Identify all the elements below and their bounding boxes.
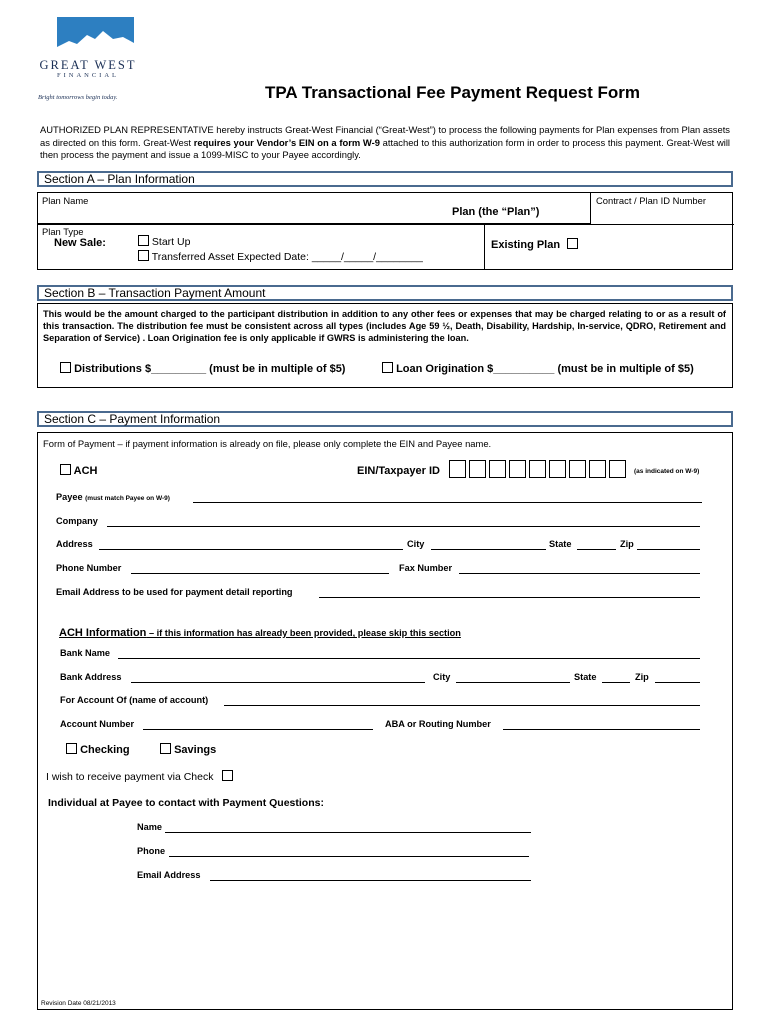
intro-text-1: AUTHORIZED PLAN REPRESENTATIVE hereby instructs Great-West Financial (“Great-West”) to process the following payments for Plan expenses from Plan assets as directed on this form. Great-West bbox=[40, 124, 730, 148]
aba-input[interactable] bbox=[503, 729, 700, 730]
zip-label: Zip bbox=[620, 539, 634, 549]
contact-email-label: Email Address bbox=[137, 870, 201, 880]
bank-name-input[interactable] bbox=[118, 658, 700, 659]
plan-name-field[interactable] bbox=[38, 193, 591, 224]
start-up-checkbox[interactable] bbox=[138, 235, 149, 246]
company-input[interactable] bbox=[107, 526, 700, 527]
section-b-box bbox=[37, 303, 733, 388]
checking-label: Checking bbox=[80, 744, 130, 756]
contact-phone-label: Phone bbox=[137, 846, 166, 856]
section-b-note: This would be the amount charged to the participant distribution in addition to any other fees or expenses that may be charged relating to or as a result of this transaction. The distribution fee must be consistent across all types (includes Age 59 ½, Death, Disability, Hardship, In-service, QDRO, Retirement and Separation of Service) . Loan Origination fee is only applicable if GWRS is administering the loan. bbox=[43, 309, 726, 343]
check-preference-checkbox[interactable] bbox=[222, 770, 233, 781]
ein-label: EIN/Taxpayer ID bbox=[357, 465, 440, 477]
start-up-label: Start Up bbox=[151, 236, 191, 248]
account-number-input[interactable] bbox=[143, 729, 373, 730]
ach-label: ACH bbox=[73, 465, 98, 477]
existing-plan-option[interactable] bbox=[491, 238, 578, 251]
fax-input[interactable] bbox=[459, 573, 700, 574]
address-label: Address bbox=[56, 539, 93, 549]
contact-email-input[interactable] bbox=[210, 880, 531, 881]
transferred-checkbox[interactable] bbox=[138, 250, 149, 261]
phone-input[interactable] bbox=[131, 573, 389, 574]
bank-address-label: Bank Address bbox=[60, 672, 122, 682]
contact-name-label: Name bbox=[137, 822, 163, 832]
check-preference-label: I wish to receive payment via Check bbox=[46, 771, 214, 783]
bank-city-input[interactable] bbox=[456, 682, 570, 683]
ach-info-heading bbox=[59, 623, 461, 641]
ach-option[interactable] bbox=[60, 464, 98, 477]
existing-plan-cell bbox=[484, 224, 734, 270]
logo-wordmark: GREAT WEST bbox=[39, 58, 137, 72]
ach-info-title: ACH Information bbox=[59, 627, 147, 639]
state-input[interactable] bbox=[577, 549, 616, 550]
bank-state-label: State bbox=[574, 672, 597, 682]
distributions-checkbox[interactable] bbox=[60, 362, 71, 373]
loan-origination-option[interactable] bbox=[382, 362, 694, 375]
for-account-label: For Account Of (name of account) bbox=[60, 695, 209, 705]
ein-note: (as indicated on W-9) bbox=[634, 468, 700, 475]
phone-label: Phone Number bbox=[56, 563, 122, 573]
contract-label: Contract / Plan ID Number bbox=[596, 195, 706, 206]
checking-checkbox[interactable] bbox=[66, 743, 77, 754]
plan-value: Plan (the “Plan”) bbox=[452, 206, 540, 218]
section-c-heading: Section C – Payment Information bbox=[37, 411, 733, 427]
state-label: State bbox=[549, 539, 572, 549]
savings-label: Savings bbox=[174, 744, 217, 756]
payee-input[interactable] bbox=[193, 502, 702, 503]
check-preference-option[interactable] bbox=[46, 770, 233, 783]
intro-paragraph bbox=[40, 124, 730, 162]
bank-city-label: City bbox=[433, 672, 451, 682]
ach-checkbox[interactable] bbox=[60, 464, 71, 475]
section-b-heading: Section B – Transaction Payment Amount bbox=[37, 285, 733, 301]
checking-option[interactable] bbox=[66, 743, 130, 756]
ein-input[interactable] bbox=[449, 460, 629, 478]
distributions-option[interactable] bbox=[60, 362, 345, 375]
fax-label: Fax Number bbox=[399, 563, 453, 573]
payee-label bbox=[56, 492, 170, 502]
address-input[interactable] bbox=[99, 549, 403, 550]
section-a-box bbox=[37, 192, 733, 270]
email-label: Email Address to be used for payment detail reporting bbox=[56, 587, 293, 597]
bank-state-input[interactable] bbox=[602, 682, 630, 683]
payee-note: (must match Payee on W-9) bbox=[85, 495, 170, 502]
contact-title: Individual at Payee to contact with Payment Questions: bbox=[48, 797, 324, 809]
email-input[interactable] bbox=[319, 597, 700, 598]
contact-phone-input[interactable] bbox=[169, 856, 529, 857]
existing-plan-label: Existing Plan bbox=[491, 239, 561, 251]
start-up-option[interactable] bbox=[138, 235, 190, 248]
loan-origination-checkbox[interactable] bbox=[382, 362, 393, 373]
ach-info-note: – if this information has already been provided, please skip this section bbox=[146, 628, 461, 638]
aba-label: ABA or Routing Number bbox=[385, 719, 491, 729]
intro-text-2: attached to this authorization form in order to process this payment. Great-West will then process the payment and issue a 1099-MISC to your Payee accordingly. bbox=[40, 136, 731, 161]
existing-plan-checkbox[interactable] bbox=[567, 238, 578, 249]
loan-origination-label: Loan Origination $__________ (must be in multiple of $5) bbox=[396, 363, 694, 375]
city-input[interactable] bbox=[431, 549, 546, 550]
zip-input[interactable] bbox=[637, 549, 700, 550]
company-label: Company bbox=[56, 516, 98, 526]
section-c-box bbox=[37, 432, 733, 1010]
logo-tagline: Bright tomorrows begin today. bbox=[38, 94, 118, 101]
savings-option[interactable] bbox=[160, 743, 216, 756]
bank-address-input[interactable] bbox=[131, 682, 425, 683]
payee-label-text: Payee bbox=[56, 492, 83, 502]
bank-zip-label: Zip bbox=[635, 672, 649, 682]
page-title: TPA Transactional Fee Payment Request Form bbox=[264, 83, 641, 102]
revision-date: Revision Date 08/21/2013 bbox=[41, 1000, 116, 1007]
logo-sub: FINANCIAL bbox=[56, 72, 120, 79]
form-of-payment-note: Form of Payment – if payment information is already on file, please only complete the EIN and Payee name. bbox=[43, 438, 492, 449]
great-west-logo bbox=[57, 17, 134, 55]
city-label: City bbox=[407, 539, 425, 549]
plan-type-label: Plan Type bbox=[42, 226, 84, 237]
section-a-heading: Section A – Plan Information bbox=[37, 171, 733, 187]
contact-name-input[interactable] bbox=[165, 832, 531, 833]
savings-checkbox[interactable] bbox=[160, 743, 171, 754]
transferred-label: Transferred Asset Expected Date: _____/_____/________ bbox=[151, 251, 423, 263]
distributions-label: Distributions $_________ (must be in multiple of $5) bbox=[74, 363, 346, 375]
new-sale-label: New Sale: bbox=[54, 237, 106, 249]
plan-name-label: Plan Name bbox=[42, 195, 89, 206]
intro-text-bold: requires your Vendor’s EIN on a form W-9 bbox=[193, 136, 380, 148]
bank-name-label: Bank Name bbox=[60, 648, 111, 658]
for-account-input[interactable] bbox=[224, 705, 700, 706]
transferred-option[interactable] bbox=[138, 250, 423, 263]
account-number-label: Account Number bbox=[60, 719, 135, 729]
bank-zip-input[interactable] bbox=[655, 682, 700, 683]
